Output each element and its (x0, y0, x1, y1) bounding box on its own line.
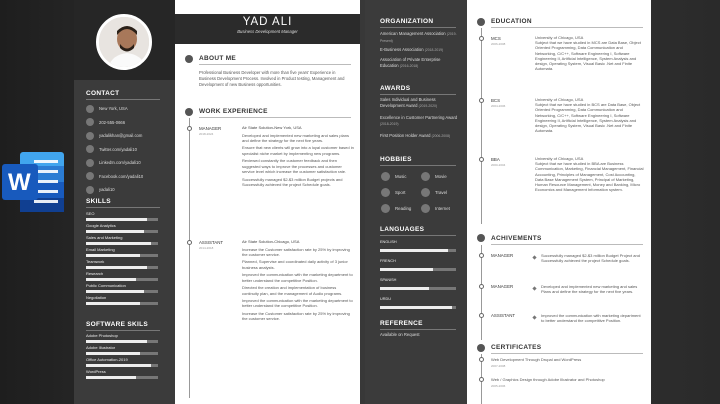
divider (86, 207, 160, 208)
skill-name: WordPress (86, 369, 106, 374)
facebook-icon (86, 172, 94, 180)
work-entry (242, 125, 354, 189)
timeline-dot (479, 157, 484, 162)
language-item (380, 278, 460, 297)
achievement-role: MANAGER (491, 284, 514, 289)
language-level-bar (380, 249, 456, 252)
main-content (175, 0, 360, 404)
awards-heading: AWARDS (380, 85, 411, 92)
timeline-dot (479, 313, 484, 318)
achievements-timeline (481, 245, 482, 340)
language-name: ENGLISH (380, 240, 397, 244)
contact-item (86, 116, 170, 130)
skill-level-fill (86, 278, 136, 281)
skill-item (86, 283, 164, 295)
education-years: 2000-2004 (491, 163, 506, 167)
timeline-dot (187, 126, 192, 131)
internet-icon (421, 204, 430, 213)
skill-level-bar (86, 364, 158, 367)
diamond-bullet-icon (532, 255, 536, 259)
award-date: (2006-2008) (431, 134, 451, 138)
trophy-icon (477, 234, 485, 242)
divider (199, 64, 351, 65)
award-name: Excellence in Customer Partnering Award (380, 115, 458, 120)
skill-item (86, 345, 164, 357)
work-point: Planned, Supervise and coordinated daily activity of 3 junior business analysts. (242, 259, 348, 270)
work-point: Developed and implemented new marketing and sales plans and define the strategy for the next five years. (242, 132, 349, 143)
software-skills-list (86, 333, 164, 381)
hobby-label: Reading (395, 206, 412, 211)
language-item (380, 297, 460, 316)
award-item (380, 115, 460, 127)
skill-level-fill (86, 376, 136, 379)
skill-level-fill (86, 242, 151, 245)
achievement-role: MANAGER (491, 253, 514, 258)
work-date: 2014-2018 (199, 246, 214, 250)
skills-list (86, 211, 164, 307)
microsoft-word-icon (0, 150, 66, 214)
skill-level-bar (86, 230, 158, 233)
award-date: (2019-2020) (418, 103, 438, 108)
resume-name: YAD ALI (242, 16, 293, 28)
graduation-cap-icon (477, 18, 485, 26)
skill-name: Adobe Illustrator (86, 345, 116, 350)
skill-level-bar (86, 340, 158, 343)
skill-item (86, 247, 164, 259)
organization-item (380, 47, 460, 54)
education-timeline (481, 28, 482, 224)
skill-name: Research (86, 271, 104, 276)
education-text: University of Chicago, USA Subject that we have studied in BCS are Data Base, Object Oriented Programming, Data Communication and Networking, C/C++, Software Engineering I, Software Engineering II, Artificial Intelligence, System Analysis and design, Operating System, Visual Basic .Net and Finite Automata. (535, 97, 641, 134)
skill-item (86, 369, 164, 381)
work-company: Air State Solution-Chicago, USA (242, 239, 300, 244)
achievement-text: Successfully managed $2-$3 million Budget Project and Successfully achieved the project Schedule goals. (541, 253, 640, 264)
timeline-dot (479, 357, 484, 362)
software-skills-heading: SOFTWARE SKILS (86, 321, 148, 328)
skype-icon (86, 186, 94, 194)
skills-heading: SKILLS (86, 198, 111, 205)
organization-heading: ORGANIZATION (380, 18, 434, 25)
work-entry (242, 239, 354, 324)
skill-item (86, 295, 164, 307)
organization-item (380, 31, 460, 44)
hobby-item (421, 172, 447, 181)
skill-item (86, 211, 164, 223)
contact-list (86, 102, 170, 197)
work-point: Ensure that new clients will grow into a loyal customer based in specialist niche market by implementing new programs. (242, 145, 354, 156)
linkedin-icon (86, 159, 94, 167)
timeline-dot (479, 36, 484, 41)
contact-heading: CONTACT (86, 90, 120, 97)
divider (199, 117, 351, 118)
divider (380, 27, 456, 28)
timeline-dot (187, 240, 192, 245)
left-sidebar-2 (365, 0, 467, 404)
user-icon (185, 55, 193, 63)
certificate-date: 2005-2006 (491, 384, 506, 388)
certificates-heading: CERTIFICATES (491, 344, 542, 351)
skill-level-bar (86, 218, 158, 221)
education-text: University of Chicago, USA Subject that we have studied in MCS are Data Base, Object Oriented Programming, Data Communication and Networking, C/C++, Software Engineering I, Software Engineering II, Artificial Intelligence, System Analysis and design, Operating System, Visual Basic .Net and Finite Automata. (535, 35, 641, 72)
education-degree: BCS (491, 98, 501, 103)
location-icon (86, 105, 94, 113)
skill-item (86, 333, 164, 345)
contact-item (86, 102, 170, 116)
contact-item[interactable] (86, 156, 170, 170)
achievement-text: Developed and implemented new marketing and sales Plans and define the strategy for the next five years. (541, 284, 638, 295)
skill-item (86, 223, 164, 235)
divider (86, 99, 160, 100)
contact-item[interactable] (86, 129, 170, 143)
award-item (380, 97, 460, 109)
skill-level-fill (86, 290, 144, 293)
diamond-bullet-icon (532, 315, 536, 319)
diamond-bullet-icon (532, 286, 536, 290)
award-item (380, 133, 460, 140)
skill-item (86, 235, 164, 247)
work-role: MANAGER (199, 126, 222, 131)
skill-level-bar (86, 290, 158, 293)
profile-photo (96, 14, 152, 70)
skill-level-bar (86, 376, 158, 379)
language-level-bar (380, 287, 456, 290)
hobby-label: Internet (435, 206, 450, 211)
language-level-bar (380, 306, 456, 309)
divider (491, 244, 643, 245)
skill-level-fill (86, 230, 144, 233)
briefcase-icon (185, 108, 193, 116)
reference-text: Available on Request (380, 332, 420, 337)
hobby-item (421, 188, 447, 197)
contact-item[interactable] (86, 183, 170, 197)
main-content-2 (467, 0, 651, 404)
hobby-item (421, 204, 450, 213)
language-name: FRENCH (380, 259, 396, 263)
contact-item[interactable] (86, 170, 170, 184)
skill-level-fill (86, 218, 147, 221)
education-years: 2006-2008 (491, 42, 506, 46)
reading-icon (381, 204, 390, 213)
work-point: Increase the Customer satisfaction rate by 25% by improving the customer service. (242, 246, 350, 257)
timeline-dot (479, 98, 484, 103)
resume-subtitle: Business Development Manager (237, 29, 298, 34)
hobbies-heading: HOBBIES (380, 156, 412, 163)
timeline-dot (479, 284, 484, 289)
work-point: Successfully managed $2-$3 million Budget projects and Successfully achieved the project Schedule goals. (242, 176, 343, 187)
org-date: (2016-2018) (399, 63, 419, 68)
certificate-name: Web / Graphics Design through Adobe Illustrator and Photoshop (491, 377, 605, 382)
work-point: Reviewed constantly the customer feedback and then suggested ways to improve the processes and customer service level which increase the customer satisfaction rate. (242, 158, 347, 174)
skill-level-fill (86, 364, 151, 367)
skill-level-bar (86, 266, 158, 269)
about-text: Professional Business Developer with more than five years' Experience in Business Development Process. Involved in Product testing, Management and Development of new Business opportunities. (199, 70, 345, 87)
skill-level-bar (86, 352, 158, 355)
award-date: (2018-2019) (380, 121, 399, 126)
education-years: 2004-2006 (491, 104, 506, 108)
skill-name: Sales and Marketing (86, 235, 123, 240)
contact-text: LinkedIn.com/yadali10 (99, 160, 141, 166)
language-name: SPANISH (380, 278, 397, 282)
skill-level-fill (86, 302, 140, 305)
resume-page-1 (74, 0, 360, 404)
language-level-fill (380, 287, 429, 290)
education-degree: MCS (491, 36, 501, 41)
org-date: (2018-2019) (424, 48, 444, 52)
contact-text: Twitter.com/yadali10 (99, 146, 137, 152)
org-name: American Management Association (380, 31, 446, 36)
skill-name: Public Communication (86, 283, 126, 288)
education-text: University of Chicago, USA Subject that we have studied in BBA are Business Communication, Marketing, Financial Management, Financial Accounting, Principles of Management, Cost Accounting, Data Base Management System, Principal of Marketing, Human Resource Management, Money and Banking, Micro Economics and Management Information system. (535, 156, 644, 193)
work-role: ASSISTANT (199, 240, 224, 245)
about-heading: ABOUT ME (199, 55, 237, 62)
timeline-dot (479, 377, 484, 382)
skill-item (86, 357, 164, 369)
reference-heading: REFERENCE (380, 320, 423, 327)
organization-item (380, 57, 460, 69)
divider (380, 235, 456, 236)
skill-name: Teamwork (86, 259, 105, 264)
achievement-text: Improved the communication with marketing department to better understand the competitive Position. (541, 313, 641, 324)
contact-text: New York, USA (99, 106, 128, 112)
word-logo-letter: W (8, 169, 31, 196)
skill-name: Office Automation-2019 (86, 357, 128, 362)
certificate-date: 2007-2008 (491, 364, 506, 368)
sport-icon (381, 188, 390, 197)
hobby-item (381, 188, 406, 197)
work-point: Directed the creation and implementation of business continuity plan, and the management of Audio programs. (242, 285, 343, 296)
language-level-fill (380, 306, 452, 309)
work-point: Improved the communication with the marketing department to better understand the competitive Position. (242, 298, 353, 309)
skill-name: Google Analytics (86, 223, 116, 228)
language-level-fill (380, 249, 448, 252)
work-point: Improved the communication with the marketing department to better understand the competitive Position. (242, 272, 353, 283)
hobby-label: Sport (395, 190, 406, 195)
skill-level-fill (86, 254, 140, 257)
contact-text: yadalikhan@gmail.com (99, 133, 143, 139)
org-name: E-Business Association (380, 47, 424, 52)
languages-list (380, 240, 460, 316)
certificate-icon (477, 344, 485, 352)
org-name: Association of Private Enterprise Education (380, 57, 441, 68)
skill-level-fill (86, 352, 140, 355)
contact-text: yadali10 (99, 187, 115, 193)
movie-icon (421, 172, 430, 181)
twitter-icon (86, 145, 94, 153)
timeline-dot (479, 253, 484, 258)
hobby-item (381, 172, 406, 181)
award-name: Sales Individual and Business Development Award (380, 97, 436, 108)
work-heading: WORK EXPERIENCE (199, 108, 268, 115)
music-icon (381, 172, 390, 181)
skill-name: SEO (86, 211, 95, 216)
skill-level-bar (86, 242, 158, 245)
education-heading: EDUCATION (491, 18, 532, 25)
work-date: 2018-2024 (199, 132, 214, 136)
divider (491, 27, 643, 28)
skill-name: Email Marketing (86, 247, 115, 252)
skill-level-bar (86, 278, 158, 281)
divider (86, 330, 160, 331)
hobby-label: Music (395, 174, 407, 179)
contact-text: Facebook.com/yadali10 (99, 173, 144, 179)
language-name: URDU (380, 297, 391, 301)
skill-level-fill (86, 266, 147, 269)
language-level-bar (380, 268, 456, 271)
certificate-name: Web Development Through Drupal and WordPress (491, 357, 582, 362)
travel-icon (421, 188, 430, 197)
languages-heading: LANGUAGES (380, 226, 425, 233)
language-item (380, 240, 460, 259)
divider (380, 329, 456, 330)
achievement-role: ASSISTANT (491, 313, 516, 318)
divider (380, 94, 456, 95)
language-item (380, 259, 460, 278)
skill-item (86, 259, 164, 271)
skill-name: Negotiation (86, 295, 107, 300)
hobby-item (381, 204, 411, 213)
hobby-label: Movie (435, 174, 447, 179)
work-point: Increase the Customer satisfaction rate by 25% by improving the customer service. (242, 311, 350, 322)
work-timeline (189, 118, 190, 398)
email-icon (86, 132, 94, 140)
hobby-label: Travel (435, 190, 448, 195)
left-sidebar (74, 0, 175, 404)
divider (491, 353, 643, 354)
achievements-heading: ACHIVEMENTS (491, 235, 542, 242)
name-header (175, 14, 360, 44)
work-company: Air State Solution-New York, USA (242, 125, 302, 130)
skill-level-fill (86, 340, 147, 343)
org-date: (2019-Present) (380, 32, 457, 43)
skill-item (86, 271, 164, 283)
contact-text: 202-555-0666 (99, 119, 126, 125)
award-name: First Position Holder Award (380, 133, 431, 138)
education-degree: BBA (491, 157, 500, 162)
language-level-fill (380, 268, 433, 271)
resume-page-2 (365, 0, 651, 404)
skill-level-bar (86, 254, 158, 257)
divider (380, 165, 456, 166)
skill-name: Adobe Photoshop (86, 333, 118, 338)
skill-level-bar (86, 302, 158, 305)
contact-item[interactable] (86, 143, 170, 157)
phone-icon (86, 118, 94, 126)
